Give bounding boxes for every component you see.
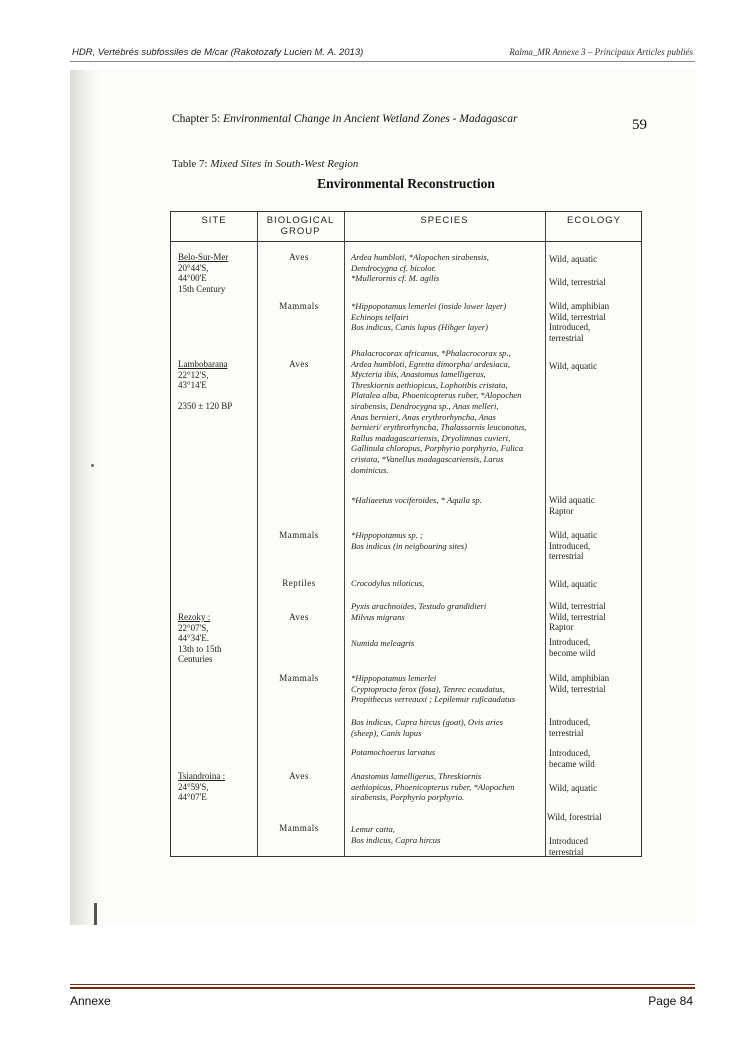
species-lambo-reptiles: Crocodylus niloticus, [351, 578, 425, 588]
site-longitude: 44°00'E [178, 273, 207, 284]
site-longitude: 43°14'E [178, 380, 207, 391]
site-date: 13th to 15th [178, 643, 222, 654]
species-line: Bos indicus, Canis lupus (Hihger layer) [351, 322, 489, 333]
footer-page-number: Page 84 [648, 994, 693, 1008]
site-latitude: 20°44'S, [178, 262, 209, 273]
ecology-line: Introduced, [549, 322, 591, 333]
species-rezoky-bushpig: Potamochoerus larvatus [351, 747, 436, 757]
ecology-rezoky-numida [549, 637, 595, 658]
ecology-rezoky-domestic [549, 717, 590, 738]
ecology-line: Wild, terrestrial [549, 611, 606, 622]
ecology-line: Raptor [549, 505, 574, 516]
site-name: Lambobarana [178, 359, 228, 369]
species-line: sirabensis, Dendrocygna sp., Anas melleri, [351, 400, 499, 411]
ecology-line: Wild, amphibian [549, 301, 610, 311]
ecology-line: terrestrial [549, 846, 584, 857]
species-tsiand-aves [351, 771, 515, 803]
ecology-line: Wild, terrestrial [549, 311, 606, 322]
species-line: dominicus. [351, 464, 389, 475]
group-aves: Aves [289, 612, 309, 622]
ecology-line: Introduced [549, 836, 588, 846]
site-lambobarana [178, 359, 232, 412]
site-belo-sur-mer [178, 252, 228, 294]
group-mammals: Mammals [279, 530, 319, 540]
group-aves: Aves [289, 252, 309, 262]
running-header-right: Ralma_MR Annexe 3 – Principaux Articles publiés [509, 47, 693, 57]
ecology-line: Introduced, [549, 748, 591, 758]
species-line: *Mullerornis cf. M. agilis [351, 273, 440, 284]
ecology-line: terrestrial [549, 551, 584, 562]
ecology-line: Wild, terrestrial [549, 683, 606, 694]
ecology-rezoky-aves [549, 601, 606, 633]
species-line: Lemur catta, [351, 824, 395, 834]
ecology-tsiand-aves: Wild, aquatic [549, 783, 598, 793]
group-aves: Aves [289, 771, 309, 781]
ecology-tsiand-forest: Wild, forestrial [547, 812, 602, 822]
species-line: Milvus migrans [351, 611, 405, 622]
ecology-line: Wild, aquatic [549, 530, 598, 540]
species-tsiand-mammals [351, 824, 440, 845]
group-mammals: Mammals [279, 673, 319, 683]
site-date: 2350 ± 120 BP [178, 401, 233, 412]
species-rezoky-aves [351, 601, 486, 622]
scan-edge-shadow [70, 70, 100, 925]
species-line: Anas bernieri, Anas erythrorhyncha, Anas [351, 411, 496, 422]
ecology-line: Wild, terrestrial [549, 601, 606, 611]
species-line: Rallus madagascariensis, Dryolimnas cuvieri, [351, 432, 511, 443]
species-rezoky-domestic [351, 717, 503, 738]
species-line: Dendrocygna cf. bicolor. [351, 262, 437, 273]
scan-speck [91, 464, 94, 467]
column-divider [344, 212, 345, 856]
site-longitude: 44°07'E [178, 792, 207, 803]
ecology-line: Wild, amphibian [549, 673, 610, 683]
site-date: 15th Century [178, 283, 226, 294]
species-line: Cryptoprocta ferox (fosa), Tenrec ecaudatus, [351, 683, 505, 694]
ecology-line: terrestrial [549, 332, 584, 343]
header-separator [171, 241, 641, 242]
ecology-line: terrestrial [549, 727, 584, 738]
species-line: Threskiornis aethiopicus, Lophotibis cristata, [351, 379, 508, 390]
column-divider [545, 212, 546, 856]
species-line: Bos indicus (in neigbouring sites) [351, 540, 468, 551]
ecology-line: become wild [549, 647, 596, 658]
species-lambo-raptors: *Haliaeetus vociferoides, * Aquila sp. [351, 495, 482, 505]
species-line: Gallinula chloropus, Porphyrio porphyrio, Fulica [351, 443, 524, 454]
species-line: Pyxis arachnoides, Testudo grandidieri [351, 601, 487, 611]
ecology-line: Raptor [549, 622, 574, 633]
species-line: aethiopicus, Phoenicopterus ruber, *Alopochen [351, 781, 515, 792]
ecology-line: Introduced, [549, 540, 591, 551]
species-belo-mammals [351, 301, 506, 333]
species-line: (sheep), Canis lupus [351, 727, 422, 738]
book-page-number: 59 [632, 117, 647, 133]
species-belo-aves [351, 252, 489, 284]
footer-rule [70, 984, 695, 985]
species-rezoky-mammals [351, 673, 515, 705]
group-mammals: Mammals [279, 823, 319, 833]
column-header-site: SITE [201, 215, 227, 226]
species-line: Propithecus verreauxi ; Lepilemur ruficaudatus [351, 694, 516, 705]
ecology-line: Introduced, [549, 637, 591, 647]
site-tsiandroina [178, 771, 225, 803]
ecology-lambo-mammals [549, 530, 597, 562]
ecology-rezoky-mammals [549, 673, 609, 694]
species-line: *Hippopotamus sp. ; [351, 530, 423, 540]
footer-section-label: Annexe [70, 994, 111, 1008]
group-aves: Aves [289, 359, 309, 369]
ecology-rezoky-bushpig [549, 748, 595, 769]
table-heading: Environmental Reconstruction [317, 176, 495, 191]
group-reptiles: Reptiles [282, 578, 316, 588]
species-line: Bos indicus, Capra hircus [351, 834, 441, 845]
group-mammals: Mammals [279, 301, 319, 311]
species-line: Anastomus lamelligerus, Threskiornis [351, 771, 482, 781]
site-rezoky [178, 612, 222, 665]
ecology-belo-aves-1: Wild, aquatic [549, 254, 598, 264]
column-header-group: BIOLOGICAL GROUP [266, 215, 335, 237]
footer-rule [70, 987, 695, 989]
species-line: sirabensis, Porphyrio porphyrio. [351, 792, 465, 803]
environment-table [170, 211, 642, 857]
species-line: Bos indicus, Capra hircus (goat), Ovis aries [351, 717, 503, 727]
species-lambo-aves [351, 348, 526, 475]
species-line: Ardea humbloti, Egretta dimorpha/ ardesiaca, [351, 358, 510, 369]
species-line: Echinops telfairi [351, 311, 409, 322]
species-lambo-mammals [351, 530, 467, 551]
species-line: Mycteria ibis, Anastomus lamelligerus, [351, 369, 486, 380]
running-header-left: HDR, Vertébrés subfossiles de M/car (Rakotozafy Lucien M. A. 2013) [72, 47, 364, 58]
column-header-species: SPECIES [420, 215, 469, 226]
chapter-title: Chapter 5: Environmental Change in Ancient Wetland Zones - Madagascar [172, 113, 518, 125]
site-latitude: 24°59'S, [178, 781, 209, 792]
site-latitude: 22°12'S, [178, 369, 209, 380]
site-longitude: 44°34'E. [178, 633, 209, 644]
ecology-belo-mammals [549, 301, 609, 343]
ecology-line: Wild aquatic [549, 495, 595, 505]
species-line: Platalea alba, Phoenicopterus ruber, *Alopochen [351, 390, 522, 401]
species-line: *Hippopotamus lemerlei [351, 673, 437, 683]
site-date: Centuries [178, 654, 213, 665]
species-line: bernieri/ erythrorhyncha, Thalassornis leuconotus, [351, 422, 527, 433]
ecology-belo-aves-2: Wild, terrestrial [549, 277, 606, 287]
species-line: *Hippopotamus lemerlei (inside lower layer) [351, 301, 507, 311]
ecology-lambo-aves: Wild, aquatic [549, 361, 598, 371]
table-caption: Table 7: Mixed Sites in South-West Region [172, 158, 359, 170]
ecology-line: Introduced, [549, 717, 591, 727]
site-name: Tsiandroina : [178, 771, 226, 781]
binder-mark [94, 903, 97, 925]
site-latitude: 22°07'S, [178, 622, 209, 633]
ecology-line: became wild [549, 758, 595, 769]
species-line: cristata, *Vanellus madagascariensis, Larus [351, 453, 504, 464]
species-rezoky-numida: Numida meleagris [351, 638, 415, 648]
site-name: Belo-Sur-Mer [178, 252, 229, 262]
species-line: Phalacrocorax africanus, *Phalacrocorax sp., [351, 348, 511, 358]
ecology-tsiand-mammals [549, 836, 588, 857]
column-header-ecology: ECOLOGY [567, 215, 621, 226]
ecology-lambo-reptiles: Wild, aquatic [549, 579, 598, 589]
site-name: Rezoky : [178, 612, 211, 622]
header-rule [70, 61, 695, 62]
ecology-lambo-raptors [549, 495, 595, 516]
species-line: Ardea humbloti, *Alopochen sirabensis, [351, 252, 489, 262]
